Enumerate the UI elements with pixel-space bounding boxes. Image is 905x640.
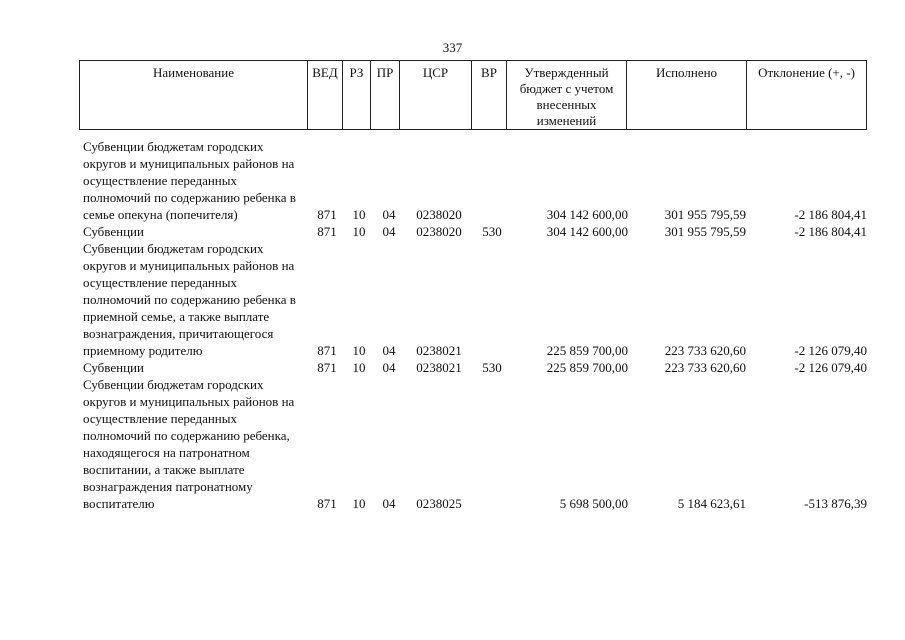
row-approved: 5 698 500,00 [559,496,628,511]
row-name: Субвенции бюджетам городских округов и муниципальных районов на осуществление переданных полномочий по содержанию ребенка в семье опекуна (попечителя) [83,139,296,222]
row-approved: 304 142 600,00 [546,207,628,222]
row-csr: 0238021 [416,360,462,375]
row-csr: 0238020 [416,224,462,239]
row-ved: 871 [317,496,337,511]
row-executed: 223 733 620,60 [664,360,746,375]
row-ved: 871 [317,360,337,375]
row-name: Субвенции бюджетам городских округов и муниципальных районов на осуществление переданных полномочий по содержанию ребенка, находящегося на патронатном воспитании, а также выплате вознаграждения патронатному воспитателю [83,377,295,511]
table-row [0,240,905,359]
row-pr: 04 [382,224,396,239]
row-approved: 304 142 600,00 [546,224,628,239]
row-deviation: -2 186 804,41 [794,224,867,239]
row-approved: 225 859 700,00 [546,343,628,358]
row-rz: 10 [352,343,366,358]
header-deviation: Отклонение (+, -) [747,61,867,130]
row-approved: 225 859 700,00 [546,360,628,375]
row-pr: 04 [382,207,396,222]
row-name: Субвенции [83,360,144,375]
header-approved: Утвержденный бюджет с учетом внесенных изменений [507,61,627,130]
row-csr: 0238020 [416,207,462,222]
row-executed: 223 733 620,60 [664,343,746,358]
row-deviation: -2 186 804,41 [794,207,867,222]
row-rz: 10 [352,360,366,375]
row-ved: 871 [317,207,337,222]
table-header [79,60,867,130]
table-row [0,138,905,223]
row-vr: 530 [482,360,502,375]
table-row [0,223,905,240]
header-executed: Исполнено [627,61,747,130]
header-pr: ПР [371,61,400,130]
row-pr: 04 [382,496,396,511]
table-body [0,138,905,512]
row-executed: 5 184 623,61 [677,496,746,511]
row-csr: 0238021 [416,343,462,358]
row-rz: 10 [352,224,366,239]
header-csr: ЦСР [400,61,472,130]
row-deviation: -513 876,39 [804,496,867,511]
row-name: Субвенции бюджетам городских округов и муниципальных районов на осуществление переданных полномочий по содержанию ребенка в приемной семье, а также выплате вознаграждения, причитающегося приемному родителю [83,241,296,358]
row-rz: 10 [352,496,366,511]
header-name: Наименование [80,61,308,130]
row-deviation: -2 126 079,40 [794,360,867,375]
row-executed: 301 955 795,59 [664,207,746,222]
row-executed: 301 955 795,59 [664,224,746,239]
row-name: Субвенции [83,224,144,239]
row-vr: 530 [482,224,502,239]
row-pr: 04 [382,360,396,375]
row-csr: 0238025 [416,496,462,511]
row-ved: 871 [317,224,337,239]
row-deviation: -2 126 079,40 [794,343,867,358]
table-row [0,359,905,376]
header-vr: ВР [472,61,507,130]
header-ved: ВЕД [308,61,343,130]
row-rz: 10 [352,207,366,222]
page-number: 337 [442,40,463,55]
row-pr: 04 [382,343,396,358]
row-ved: 871 [317,343,337,358]
table-row [0,376,905,512]
header-rz: РЗ [343,61,371,130]
